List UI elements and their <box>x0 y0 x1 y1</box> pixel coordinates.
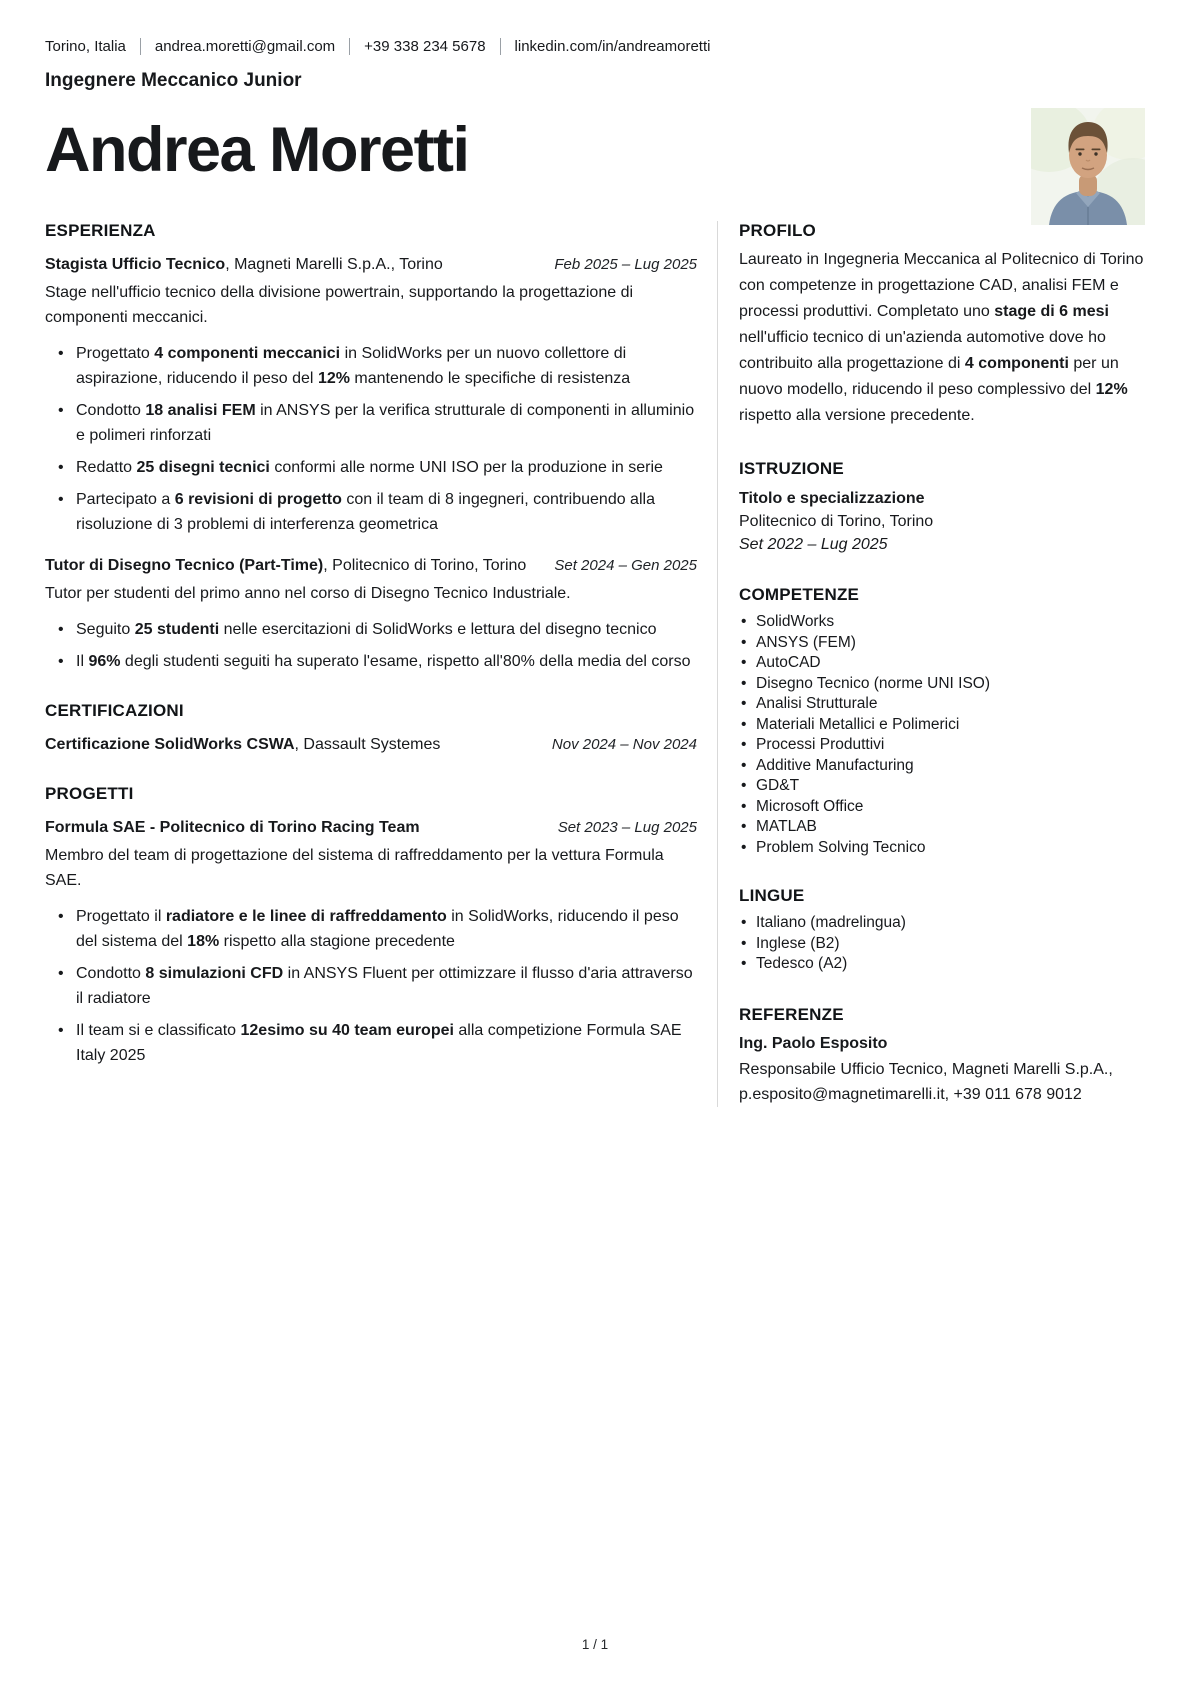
contact-separator <box>140 38 141 55</box>
contact-linkedin: linkedin.com/in/andreamoretti <box>514 38 711 55</box>
list-item: • Il team si e classificato 12esimo su 40 team europei alla competizione Formula SAE Italy 2025 <box>45 1018 697 1068</box>
entry-date: Set 2023 – Lug 2025 <box>557 819 697 837</box>
contact-email: andrea.moretti@gmail.com <box>154 38 336 55</box>
reference-details: Responsabile Ufficio Tecnico, Magneti Marelli S.p.A., p.esposito@magnetimarelli.it, +39 011 678 9012 <box>739 1060 1113 1103</box>
entry-title-line <box>45 733 440 757</box>
entry-title: Stagista Ufficio Tecnico <box>45 256 226 274</box>
project-entry <box>45 816 697 1068</box>
experience-entry <box>45 253 697 537</box>
contact-separator <box>500 38 501 55</box>
contact-phone: +39 338 234 5678 <box>364 38 486 55</box>
two-column-body <box>45 221 1145 1107</box>
section-profilo <box>739 221 1145 429</box>
entry-bullets <box>45 341 697 537</box>
section-istruzione <box>739 459 1145 556</box>
list-item: • Processi Produttivi <box>739 735 1145 756</box>
entry-summary: Tutor per studenti del primo anno nel corso di Disegno Tecnico Industriale. <box>45 585 571 603</box>
entry-date: Feb 2025 – Lug 2025 <box>554 256 697 274</box>
contact-separator <box>349 38 350 55</box>
entry-summary: Membro del team di progettazione del sistema di raffreddamento per la vettura Formula SAE. <box>45 847 664 890</box>
list-item: • Condotto 18 analisi FEM in ANSYS per la verifica strutturale di componenti in alluminio e polimeri rinforzati <box>45 398 697 448</box>
list-item: • Tedesco (A2) <box>739 954 1145 975</box>
page-indicator: 1 / 1 <box>581 1637 609 1652</box>
entry-bullets <box>45 904 697 1068</box>
list-item: • AutoCAD <box>739 653 1145 674</box>
entry-title-line <box>45 816 420 840</box>
entry-title: Certificazione SolidWorks CSWA <box>45 736 295 754</box>
education-degree: Titolo e specializzazione <box>739 490 925 508</box>
section-certificazioni <box>45 701 697 757</box>
list-item: • Problem Solving Tecnico <box>739 838 1145 859</box>
list-item: • ANSYS (FEM) <box>739 633 1145 654</box>
contact-location: Torino, Italia <box>45 38 126 55</box>
profile-photo <box>1031 108 1145 225</box>
entry-meta: , Magneti Marelli S.p.A., Torino <box>225 256 443 274</box>
entry-meta: , Dassault Systemes <box>294 736 441 754</box>
section-heading: ESPERIENZA <box>45 221 156 241</box>
entry-title: Tutor di Disegno Tecnico (Part-Time) <box>45 557 324 575</box>
list-item: • Partecipato a 6 revisioni di progetto con il team di 8 ingegneri, contribuendo alla risoluzione di 3 problemi di interferenza geometrica <box>45 487 697 537</box>
skills-list <box>739 612 1145 858</box>
list-item: • Il 96% degli studenti seguiti ha superato l'esame, rispetto all'80% della media del corso <box>45 649 697 674</box>
section-referenze <box>739 1005 1145 1107</box>
experience-entry <box>45 554 697 674</box>
entry-head <box>45 816 697 840</box>
entry-title-line <box>45 554 526 578</box>
list-item: • Progettato il radiatore e le linee di raffreddamento in SolidWorks, riducendo il peso del sistema del 18% rispetto alla stagione precedente <box>45 904 697 954</box>
entry-meta: , Politecnico di Torino, Torino <box>323 557 527 575</box>
candidate-name: Andrea Moretti <box>45 115 469 185</box>
list-item: • Materiali Metallici e Polimerici <box>739 715 1145 736</box>
list-item: • Seguito 25 studenti nelle esercitazioni di SolidWorks e lettura del disegno tecnico <box>45 617 697 642</box>
section-heading: ISTRUZIONE <box>739 459 844 479</box>
section-competenze <box>739 585 1145 858</box>
section-heading: PROFILO <box>739 221 816 241</box>
section-heading: CERTIFICAZIONI <box>45 701 184 721</box>
section-heading: REFERENZE <box>739 1004 844 1024</box>
section-lingue <box>739 886 1145 975</box>
entry-head <box>45 253 697 277</box>
entry-title: Formula SAE - Politecnico di Torino Racing Team <box>45 819 420 837</box>
list-item: • Italiano (madrelingua) <box>739 913 1145 934</box>
list-item: • Redatto 25 disegni tecnici conformi alle norme UNI ISO per la produzione in serie <box>45 455 697 480</box>
section-heading: PROGETTI <box>45 784 134 804</box>
entry-bullets <box>45 617 697 674</box>
certification-entry <box>45 733 697 757</box>
entry-title-line <box>45 253 443 277</box>
list-item: • MATLAB <box>739 817 1145 838</box>
section-progetti <box>45 784 697 1068</box>
list-item: • Disegno Tecnico (norme UNI ISO) <box>739 674 1145 695</box>
contact-row <box>45 38 1145 55</box>
section-esperienza <box>45 221 697 674</box>
list-item: • Progettato 4 componenti meccanici in SolidWorks per un nuovo collettore di aspirazione, riducendo il peso del 12% mantenendo le specifiche di resistenza <box>45 341 697 391</box>
right-column <box>717 221 1145 1107</box>
entry-date: Set 2024 – Gen 2025 <box>554 557 697 575</box>
education-school: Politecnico di Torino, Torino <box>739 513 934 531</box>
profile-photo-illustration <box>1031 108 1145 225</box>
education-date: Set 2022 – Lug 2025 <box>739 536 888 554</box>
list-item: • Additive Manufacturing <box>739 756 1145 777</box>
profile-text: Laureato in Ingegneria Meccanica al Politecnico di Torino con competenze in progettazione CAD, analisi FEM e processi produttivi. Completato uno stage di 6 mesi nell'ufficio tecnico di un'azienda automotive dove ho contribuito alla progettazione di 4 componenti per un nuovo modello, riducendo il peso complessivo del 12% rispetto alla versione precedente. <box>739 251 1144 425</box>
list-item: • Microsoft Office <box>739 797 1145 818</box>
role-title: Ingegnere Meccanico Junior <box>45 70 302 91</box>
section-heading: LINGUE <box>739 886 805 906</box>
entry-date: Nov 2024 – Nov 2024 <box>551 736 697 754</box>
list-item: • Analisi Strutturale <box>739 694 1145 715</box>
entry-summary: Stage nell'ufficio tecnico della divisione powertrain, supportando la progettazione di componenti meccanici. <box>45 284 634 327</box>
left-column <box>45 221 717 1075</box>
reference-name: Ing. Paolo Esposito <box>739 1034 888 1052</box>
list-item: • Condotto 8 simulazioni CFD in ANSYS Fluent per ottimizzare il flusso d'aria attraverso il radiatore <box>45 961 697 1011</box>
list-item: • SolidWorks <box>739 612 1145 633</box>
section-heading: COMPETENZE <box>739 585 860 605</box>
list-item: • Inglese (B2) <box>739 934 1145 955</box>
entry-head <box>45 554 697 578</box>
languages-list <box>739 913 1145 975</box>
entry-head <box>45 733 697 757</box>
list-item: • GD&T <box>739 776 1145 797</box>
